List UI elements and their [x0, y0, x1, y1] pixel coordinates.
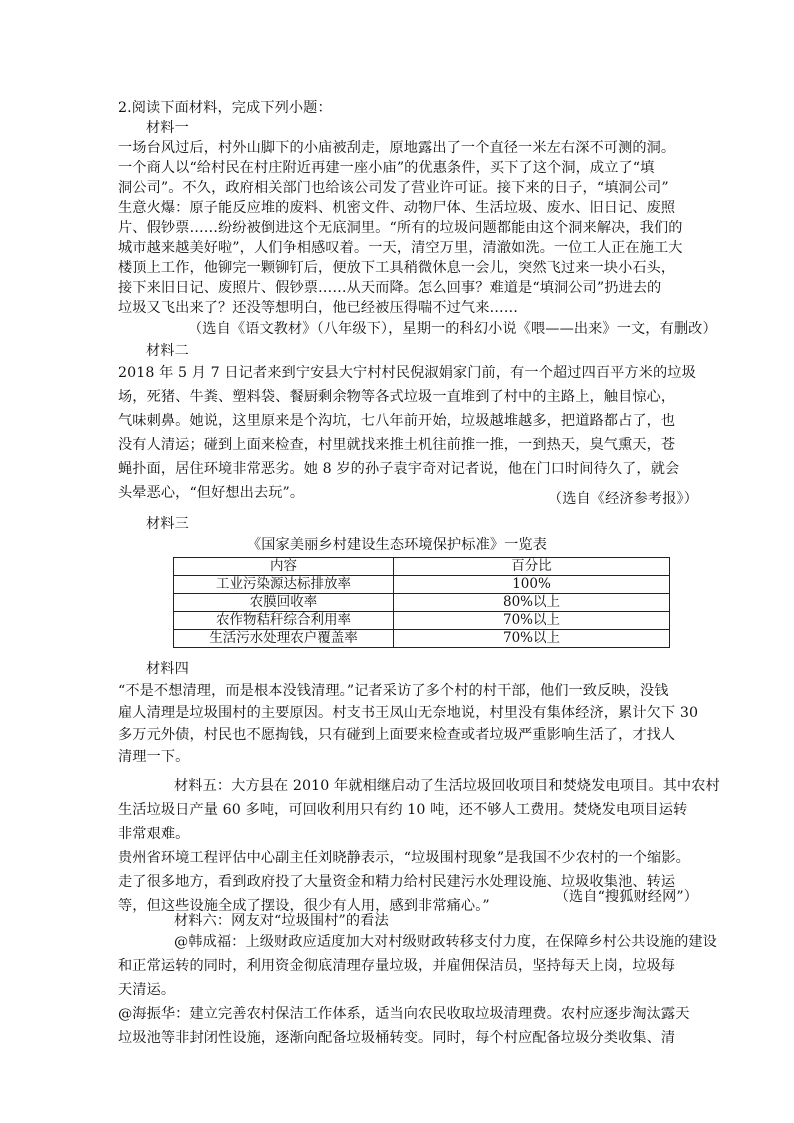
material-1-line: 片、假钞票……纷纷被倒进这个无底洞里。“所有的垃圾问题都能由这个洞来解决，我们的: [118, 220, 683, 236]
material-2-line: 气味刺鼻。她说，这里原来是个沟坑，七八年前开始，垃圾越堆越多，把道路都占了，也: [118, 413, 676, 429]
table-cell-percent: 80%以上: [394, 594, 670, 612]
material-1-line: 一场台风过后，村外山脚下的小庙被刮走，原地露出了一个直径一米左右深不可测的洞。: [118, 140, 676, 156]
material-3-title: 材料三: [146, 516, 189, 532]
table-cell-item: 农作物秸秆综合利用率: [174, 612, 394, 630]
material-4-line: “不是不想清理，而是根本没钱清理。”记者采访了多个村的村干部，他们一致反映，没钱: [118, 683, 669, 699]
material-5-line: 非常艰难。: [118, 826, 190, 842]
table-row: [174, 630, 670, 648]
material-6-line: 天清运。: [118, 982, 176, 998]
table-title: 《国家美丽乡村建设生态环境保护标准》一览表: [246, 537, 548, 553]
material-5-line: 走了很多地方，看到政府投了大量资金和精力给村民建污水处理设施、垃圾收集池、转运: [118, 874, 676, 890]
material-5-line: 材料五：大方县在 2010 年就相继启动了生活垃圾回收项目和焚烧发电项目。其中农村: [174, 778, 720, 794]
material-1-title: 材料一: [146, 120, 189, 136]
material-2-line: 2018 年 5 月 7 日记者来到宁安县大宁村村民倪淑娟家门前，有一个超过四百平方米的垃圾: [118, 365, 696, 381]
material-5-line: 贵州省环境工程评估中心副主任刘晓静表示，“垃圾围村现象”是我国不少农村的一个缩影。: [118, 850, 690, 866]
material-6-line: @韩成福：上级财政应适度加大对村级财政转移支付力度，在保障乡村公共设施的建设: [174, 934, 717, 950]
material-2-source: （选自《经济参考报》）: [547, 491, 698, 507]
question-header: 2.阅读下面材料，完成下列小题：: [118, 100, 332, 116]
material-1-line: 一个商人以“给村民在村庄附近再建一座小庙”的优惠条件，买下了这个洞，成立了“填: [118, 160, 655, 176]
table-cell-item: 农膜回收率: [174, 594, 394, 612]
material-1-line: 生意火爆：原子能反应堆的废料、机密文件、动物尸体、生活垃圾、废水、旧日记、废照: [118, 200, 676, 216]
material-1-line: 城市越来越美好啦”，人们争相感叹着。一天，清空万里，清澈如洗。一位工人正在施工大: [118, 240, 683, 256]
material-2-title: 材料二: [146, 343, 189, 359]
material-6-line: 垃圾池等非封闭性设施，逐渐向配备垃圾桶转变。同时，每个村应配备垃圾分类收集、清: [118, 1030, 676, 1046]
table-cell-percent: 70%以上: [394, 612, 670, 630]
table-header-cell: 百分比: [394, 558, 670, 576]
material-6-title: 材料六：网友对“垃圾围村”的看法: [174, 913, 389, 929]
table-header-cell: 内容: [174, 558, 394, 576]
material-4-line: 清理一下。: [118, 749, 190, 765]
table-cell-item: 工业污染源达标排放率: [174, 576, 394, 594]
material-1-source: （选自《语文教材》（八年级下），星期一的科幻小说《喂——出来》一文，有删改）: [188, 321, 717, 337]
material-6-line: 和正常运转的同时，利用资金彻底清理存量垃圾，并雇佣保洁员，坚持每天上岗，垃圾每: [118, 958, 676, 974]
table-cell-percent: 70%以上: [394, 630, 670, 648]
material-6-line: @海振华：建立完善农村保洁工作体系，适当向农民收取垃圾清理费。农村应逐步淘汰露天: [118, 1006, 690, 1022]
material-1-line: 楼顶上工作，他铆完一颗铆钉后，便放下工具稍微休息一会儿，突然飞过来一块小石头，: [118, 260, 676, 276]
table-cell-percent: 100%: [394, 576, 670, 594]
material-5-source: （选自“搜狐财经网”）: [554, 889, 698, 905]
table-header-row: [174, 558, 670, 576]
standard-table: [173, 557, 670, 648]
material-1-line: 接下来旧日记、废照片、假钞票……从天而降。怎么回事？难道是“填洞公司”扔进去的: [118, 280, 662, 296]
material-5-line: 生活垃圾日产量 60 多吨，可回收利用只有约 10 吨，还不够人工费用。焚烧发电项目运转: [118, 802, 688, 818]
table-row: [174, 594, 670, 612]
table-row: [174, 576, 670, 594]
material-2-line: 头晕恶心，“但好想出去玩”。: [118, 485, 305, 501]
material-2-line: 没有人清运；碰到上面来检查，村里就找来推土机往前推一推，一到热天，臭气熏天，苍: [118, 437, 676, 453]
material-4-line: 多万元外债，村民也不愿掏钱，只有碰到上面要来检查或者垃圾严重影响生活了，才找人: [118, 727, 676, 743]
material-1-line: 洞公司”。不久，政府相关部门也给该公司发了营业许可证。接下来的日子，“填洞公司”: [118, 180, 669, 196]
table-row: [174, 612, 670, 630]
material-2-line: 蝇扑面，居住环境非常恶劣。她 8 岁的孙子袁宇奇对记者说，他在门口时间待久了，就会: [118, 461, 680, 477]
material-4-title: 材料四: [146, 661, 189, 677]
material-5-line: 等，但这些设施全成了摆设，很少有人用，感到非常痛心。”: [118, 898, 490, 914]
material-1-line: 垃圾又飞出来了？还没等想明白，他已经被压得喘不过气来……: [118, 300, 519, 316]
material-2-line: 场，死猪、牛粪、塑料袋、餐厨剩余物等各式垃圾一直堆到了村中的主路上，触目惊心，: [118, 389, 676, 405]
table-cell-item: 生活污水处理农户覆盖率: [174, 630, 394, 648]
material-4-line: 雇人清理是垃圾围村的主要原因。村支书王凤山无奈地说，村里没有集体经济，累计欠下 30: [118, 705, 699, 721]
